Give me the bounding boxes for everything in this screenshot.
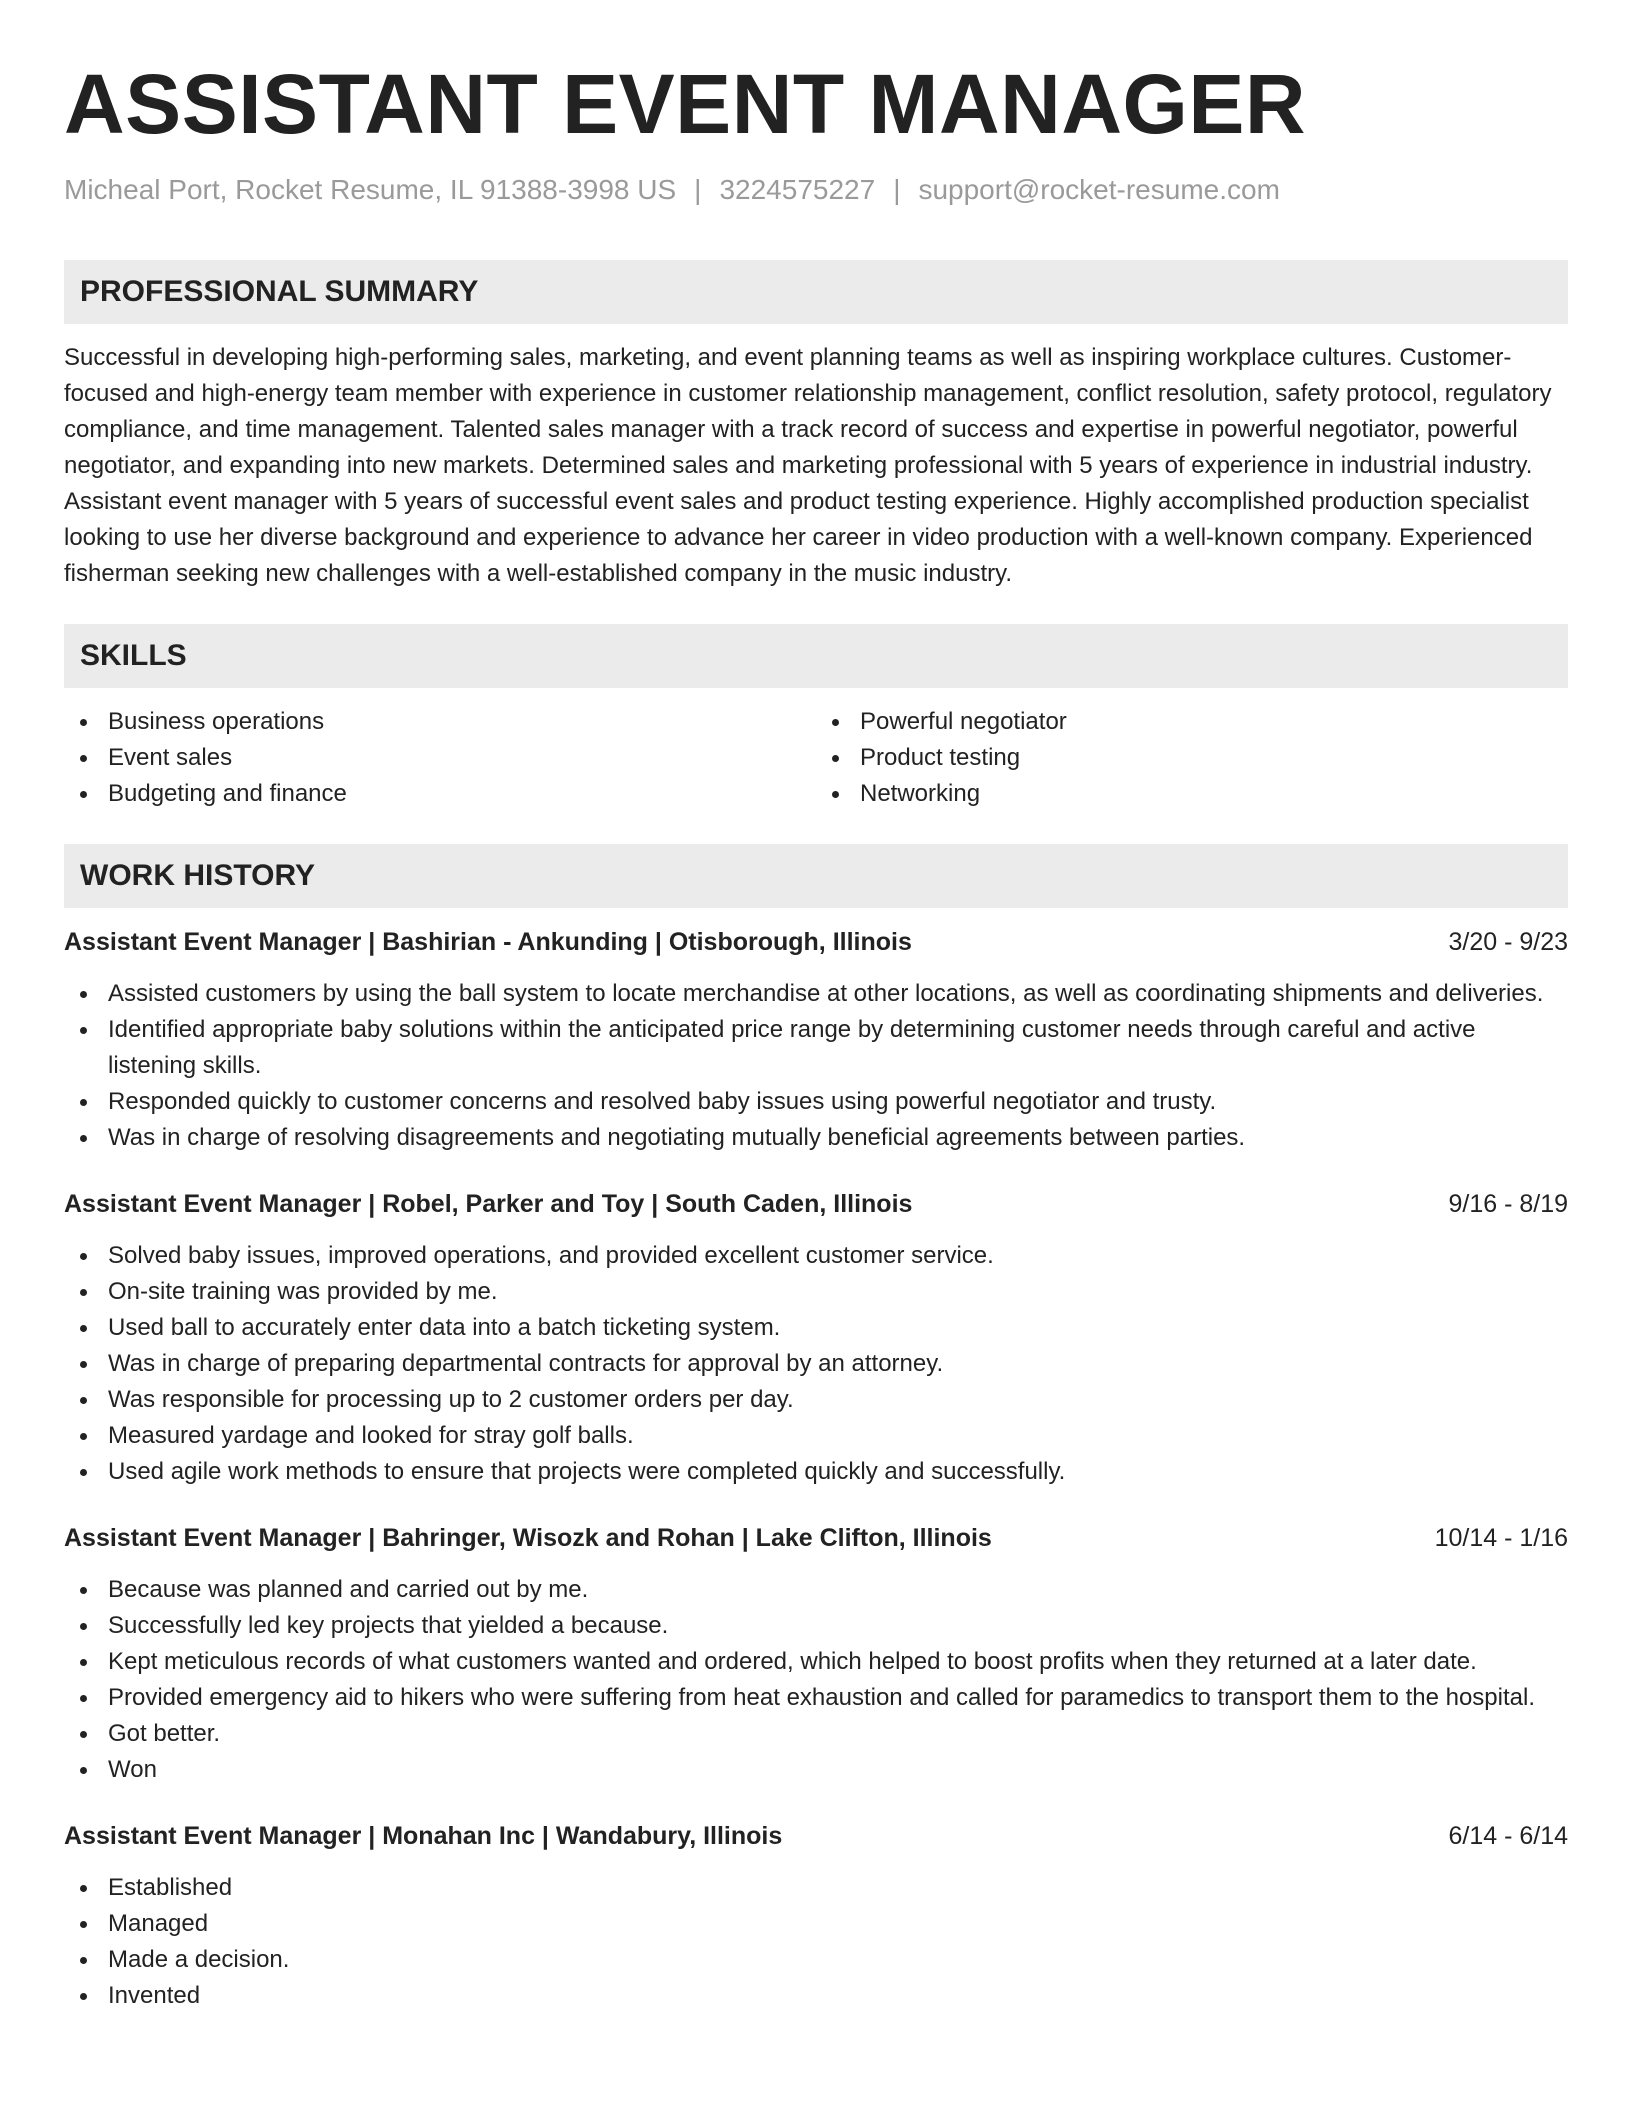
bullet-icon (80, 1623, 87, 1630)
job-title: Assistant Event Manager | Robel, Parker and Toy | South Caden, Illinois (64, 1190, 913, 1218)
contact-address: Micheal Port, Rocket Resume, IL 91388-3998 US (64, 174, 677, 205)
bullet-icon (80, 719, 87, 726)
job-bullets (64, 1238, 1568, 1490)
job-bullet: Because was planned and carried out by me. (64, 1572, 1568, 1608)
bullet-icon (80, 791, 87, 798)
job-bullet: Got better. (64, 1716, 1568, 1752)
bullet-icon (80, 1695, 87, 1702)
job-bullet: Won (64, 1752, 1568, 1788)
bullet-icon (80, 1433, 87, 1440)
contact-line (64, 172, 1568, 208)
skill-item: Product testing (816, 740, 1568, 776)
job-bullets (64, 1572, 1568, 1788)
contact-separator: | (694, 174, 702, 205)
job-header (64, 1186, 1568, 1222)
skill-item: Event sales (64, 740, 816, 776)
bullet-icon (80, 1993, 87, 2000)
section-heading-summary: PROFESSIONAL SUMMARY (64, 260, 1568, 324)
contact-separator: | (893, 174, 901, 205)
contact-email: support@rocket-resume.com (918, 174, 1280, 205)
skills-column-left (64, 704, 816, 812)
job-bullet: Managed (64, 1906, 1568, 1942)
bullet-icon (80, 1099, 87, 1106)
bullet-icon (832, 791, 839, 798)
job-entry (64, 1818, 1568, 2014)
summary-text: Successful in developing high-performing sales, marketing, and event planning teams as well as inspiring workplace cultures. Customer-focused and high-energy team member with experience in customer relationship management, conflict resolution, safety protocol, regulatory compliance, and time management. Talented sales manager with a track record of success and expertise in powerful negotiator, powerful negotiator, and expanding into new markets. Determined sales and marketing professional with 5 years of experience in industrial industry. Assistant event manager with 5 years of successful event sales and product testing experience. Highly accomplished production specialist looking to use her diverse background and experience to advance her career in video production with a well-known company. Experienced fisherman seeking new challenges with a well-established company in the music industry. (64, 344, 1552, 587)
skill-item: Powerful negotiator (816, 704, 1568, 740)
job-bullet: Was in charge of preparing departmental contracts for approval by an attorney. (64, 1346, 1568, 1382)
job-bullet: Assisted customers by using the ball system to locate merchandise at other locations, as well as coordinating shipments and deliveries. (64, 976, 1568, 1012)
skills-column-right (816, 704, 1568, 812)
job-bullet: Used ball to accurately enter data into a batch ticketing system. (64, 1310, 1568, 1346)
bullet-icon (80, 1325, 87, 1332)
skill-item: Budgeting and finance (64, 776, 816, 812)
resume-title: ASSISTANT EVENT MANAGER (64, 57, 1307, 151)
bullet-icon (80, 1135, 87, 1142)
job-title: Assistant Event Manager | Bahringer, Wisozk and Rohan | Lake Clifton, Illinois (64, 1524, 992, 1552)
job-bullet: Established (64, 1870, 1568, 1906)
job-bullet: Made a decision. (64, 1942, 1568, 1978)
job-entry (64, 1186, 1568, 1490)
bullet-icon (832, 755, 839, 762)
job-title: Assistant Event Manager | Bashirian - Ankunding | Otisborough, Illinois (64, 928, 912, 956)
skill-item: Business operations (64, 704, 816, 740)
job-dates: 9/16 - 8/19 (1448, 1190, 1568, 1218)
bullet-icon (80, 1731, 87, 1738)
job-bullet: Identified appropriate baby solutions within the anticipated price range by determining customer needs through careful and active listening skills. (64, 1012, 1568, 1084)
job-bullet: Invented (64, 1978, 1568, 2014)
job-header (64, 924, 1568, 960)
bullet-icon (80, 755, 87, 762)
job-bullet: Provided emergency aid to hikers who were suffering from heat exhaustion and called for paramedics to transport them to the hospital. (64, 1680, 1568, 1716)
job-bullet: Used agile work methods to ensure that projects were completed quickly and successfully. (64, 1454, 1568, 1490)
job-header (64, 1520, 1568, 1556)
bullet-icon (832, 719, 839, 726)
job-bullet: Kept meticulous records of what customers wanted and ordered, which helped to boost profits when they returned at a later date. (64, 1644, 1568, 1680)
contact-phone: 3224575227 (719, 174, 876, 205)
bullet-icon (80, 1767, 87, 1774)
job-header (64, 1818, 1568, 1854)
bullet-icon (80, 1253, 87, 1260)
bullet-icon (80, 1469, 87, 1476)
section-heading-work-history: WORK HISTORY (64, 844, 1568, 908)
job-bullets (64, 1870, 1568, 2014)
bullet-icon (80, 1921, 87, 1928)
skill-item: Networking (816, 776, 1568, 812)
bullet-icon (80, 1361, 87, 1368)
job-entry (64, 1520, 1568, 1788)
bullet-icon (80, 1027, 87, 1034)
job-bullet: Was responsible for processing up to 2 customer orders per day. (64, 1382, 1568, 1418)
job-dates: 10/14 - 1/16 (1434, 1524, 1568, 1552)
job-title: Assistant Event Manager | Monahan Inc | Wandabury, Illinois (64, 1822, 783, 1850)
bullet-icon (80, 1885, 87, 1892)
job-bullet: Responded quickly to customer concerns and resolved baby issues using powerful negotiator and trusty. (64, 1084, 1568, 1120)
bullet-icon (80, 1289, 87, 1296)
section-heading-skills: SKILLS (64, 624, 1568, 688)
job-dates: 3/20 - 9/23 (1448, 928, 1568, 956)
bullet-icon (80, 1957, 87, 1964)
bullet-icon (80, 991, 87, 998)
bullet-icon (80, 1587, 87, 1594)
skills-list (64, 704, 1568, 812)
bullet-icon (80, 1397, 87, 1404)
bullet-icon (80, 1659, 87, 1666)
job-bullet: Was in charge of resolving disagreements and negotiating mutually beneficial agreements between parties. (64, 1120, 1568, 1156)
job-bullet: Successfully led key projects that yielded a because. (64, 1608, 1568, 1644)
job-bullet: Measured yardage and looked for stray golf balls. (64, 1418, 1568, 1454)
job-bullet: Solved baby issues, improved operations, and provided excellent customer service. (64, 1238, 1568, 1274)
job-bullets (64, 976, 1568, 1156)
job-bullet: On-site training was provided by me. (64, 1274, 1568, 1310)
job-dates: 6/14 - 6/14 (1448, 1822, 1568, 1850)
job-entry (64, 924, 1568, 1156)
